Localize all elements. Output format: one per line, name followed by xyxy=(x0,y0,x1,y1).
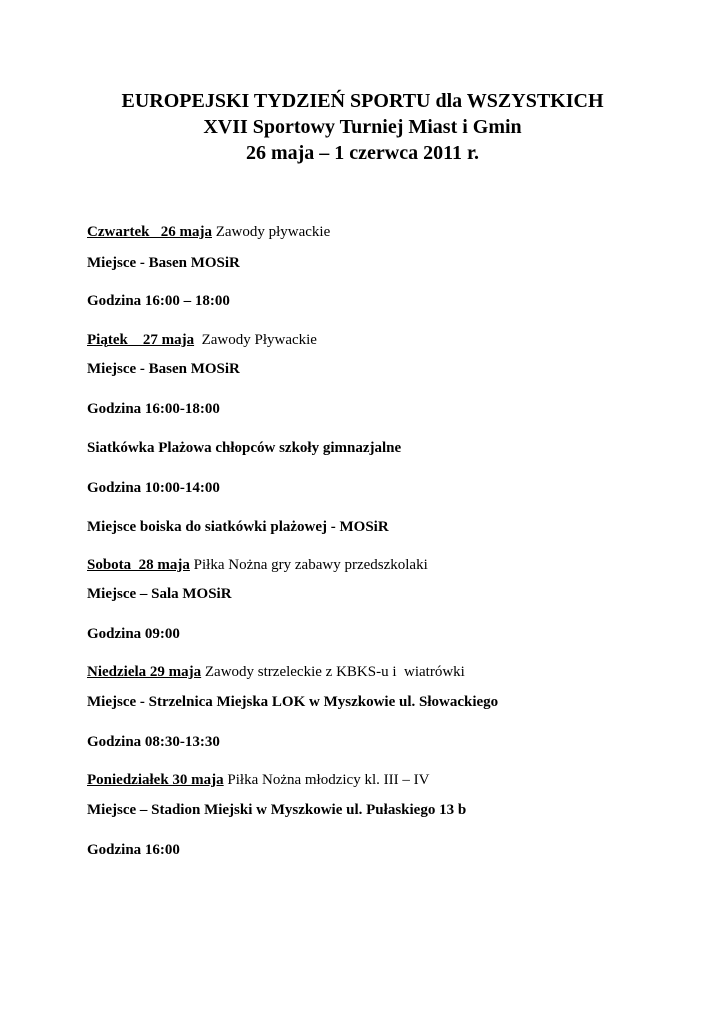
day3-event: Piłka Nożna gry zabawy przedszkolaki xyxy=(189,557,428,573)
day3-place: Miejsce – Sala MOSiR xyxy=(87,586,232,602)
day4-place: Miejsce - Strzelnica Miejska LOK w Myszkowie ul. Słowackiego xyxy=(87,694,499,710)
day1-heading xyxy=(87,223,330,241)
day2-time2: Godzina 10:00-14:00 xyxy=(87,480,220,496)
day2-place: Miejsce - Basen MOSiR xyxy=(87,361,240,377)
day3-time: Godzina 09:00 xyxy=(87,626,180,642)
title-line-2: XVII Sportowy Turniej Miast i Gmin xyxy=(203,116,522,138)
day5-event: Piłka Nożna młodzicy kl. III – IV xyxy=(223,772,430,788)
day1-place: Miejsce - Basen MOSiR xyxy=(87,255,240,271)
day1-time: Godzina 16:00 – 18:00 xyxy=(87,293,230,309)
day4-date: Niedziela 29 maja xyxy=(87,664,202,680)
day5-time: Godzina 16:00 xyxy=(87,842,180,858)
day2-place2: Miejsce boiska do siatkówki plażowej - MOSiR xyxy=(87,519,389,535)
day4-time: Godzina 08:30-13:30 xyxy=(87,734,220,750)
day5-heading xyxy=(87,771,429,789)
day2-heading xyxy=(87,331,317,349)
day4-event: Zawody strzeleckie z KBKS-u i wiatrówki xyxy=(201,664,465,680)
title-line-1: EUROPEJSKI TYDZIEŃ SPORTU dla WSZYSTKICH xyxy=(121,90,604,112)
day2-date: Piątek 27 maja xyxy=(87,332,195,348)
day1-date: Czwartek 26 maja xyxy=(87,224,212,240)
day3-heading xyxy=(87,556,428,574)
title-line-3: 26 maja – 1 czerwca 2011 r. xyxy=(245,142,480,164)
day2-event: Zawody Pływackie xyxy=(194,332,317,348)
day2-event2: Siatkówka Plażowa chłopców szkoły gimnazjalne xyxy=(87,440,402,456)
day1-event: Zawody pływackie xyxy=(211,224,331,240)
day5-place: Miejsce – Stadion Miejski w Myszkowie ul. Pułaskiego 13 b xyxy=(87,802,467,818)
day3-date: Sobota 28 maja xyxy=(87,557,190,573)
day4-heading xyxy=(87,663,465,681)
day5-date: Poniedziałek 30 maja xyxy=(87,772,224,788)
day2-time: Godzina 16:00-18:00 xyxy=(87,401,220,417)
